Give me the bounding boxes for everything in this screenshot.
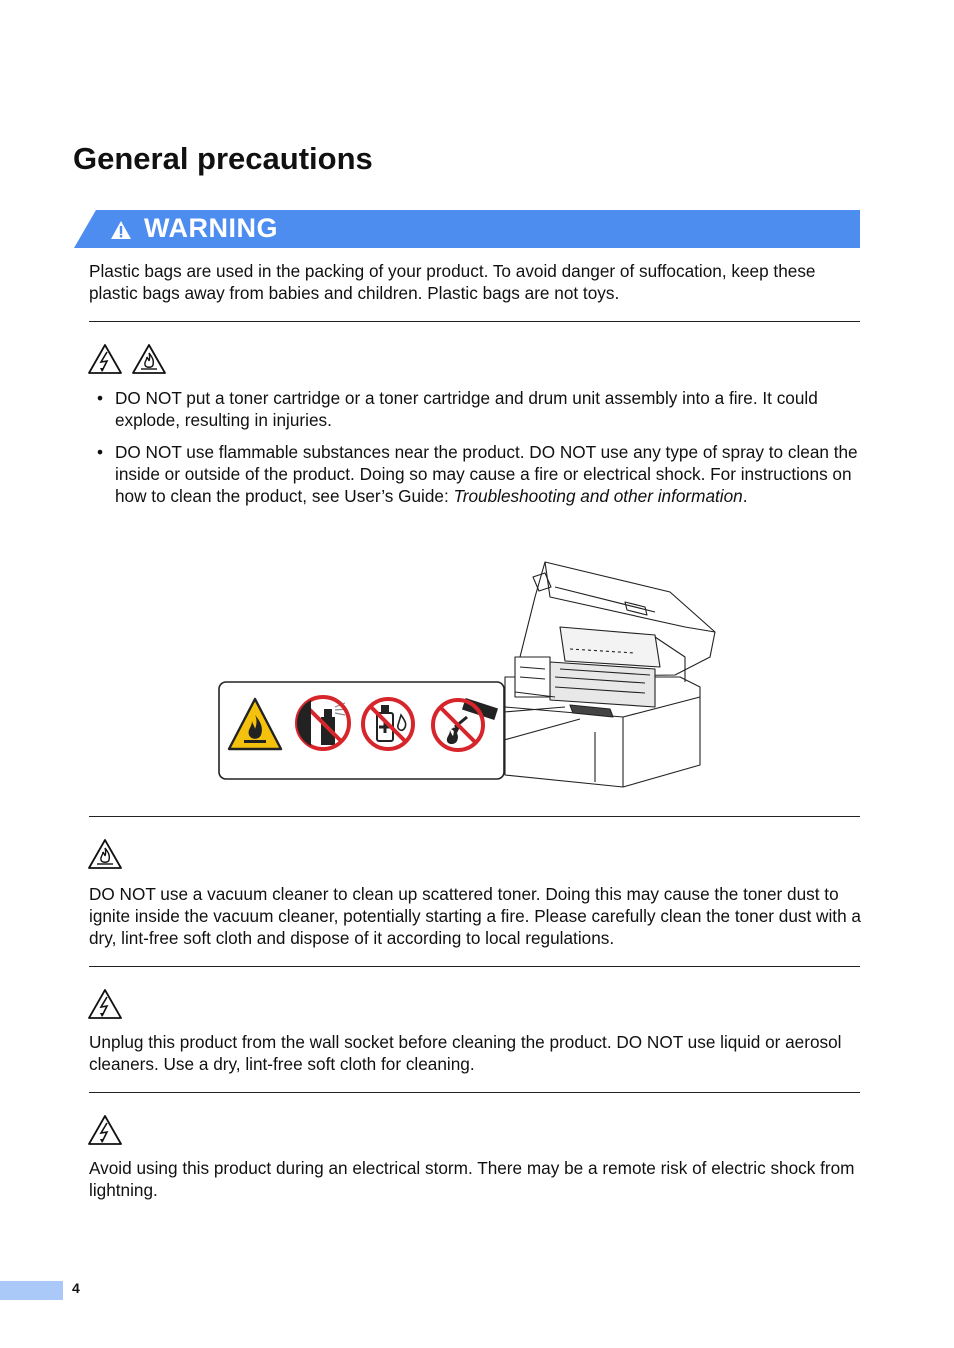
- fire-hazard-icon: [87, 838, 123, 870]
- list-item: [89, 387, 864, 431]
- unplug-warning-text: Unplug this product from the wall socket before cleaning the product. DO NOT use liquid or aerosol cleaners. Use a dry, lint-free soft cloth for cleaning.: [89, 1032, 842, 1074]
- guide-reference: Troubleshooting and other information: [453, 486, 743, 506]
- printer-drawing: [505, 562, 715, 787]
- list-item: [89, 441, 864, 507]
- fire-hazard-icon: [131, 343, 167, 375]
- divider: [89, 966, 860, 967]
- plastic-bags-text: Plastic bags are used in the packing of your product. To avoid danger of suffocation, keep these plastic bags away from babies and children. Plastic bags are not toys.: [89, 261, 816, 303]
- bullet-text: DO NOT use flammable substances near the product. DO NOT use any type of spray to clean the inside or outside of the product. Doing so may cause a fire or electrical shock. For instructions on how to clean the product, see User’s Guide:: [115, 442, 858, 506]
- bullet-text-end: .: [742, 486, 748, 506]
- storm-warning-text: Avoid using this product during an electrical storm. There may be a remote risk of electric shock from lightning.: [89, 1158, 855, 1200]
- fire-precautions-list: [89, 387, 864, 517]
- electric-hazard-icon: [87, 988, 123, 1020]
- bullet: •: [97, 388, 104, 408]
- warning-banner: [74, 210, 860, 248]
- page-number-tab: [0, 1281, 63, 1300]
- divider: [89, 321, 860, 322]
- warning-label: WARNING: [144, 213, 278, 243]
- printer-illustration: [215, 557, 720, 792]
- electric-hazard-icon: [87, 343, 123, 375]
- page-title: General precautions: [73, 141, 373, 176]
- warning-triangle-icon: [110, 220, 132, 240]
- divider: [89, 816, 860, 817]
- bullet: •: [97, 442, 104, 462]
- bullet-text: DO NOT put a toner cartridge or a toner cartridge and drum unit assembly into a fire. It could explode, resulting in injuries.: [115, 388, 818, 430]
- vacuum-warning-text: DO NOT use a vacuum cleaner to clean up scattered toner. Doing this may cause the toner dust to ignite inside the vacuum cleaner, potentially starting a fire. Please carefully clean the toner dust with a dry, lint-free soft cloth and dispose of it according to local regulations.: [89, 884, 861, 948]
- divider: [89, 1092, 860, 1093]
- page-number: 4: [72, 1280, 80, 1296]
- electric-hazard-icon: [87, 1114, 123, 1146]
